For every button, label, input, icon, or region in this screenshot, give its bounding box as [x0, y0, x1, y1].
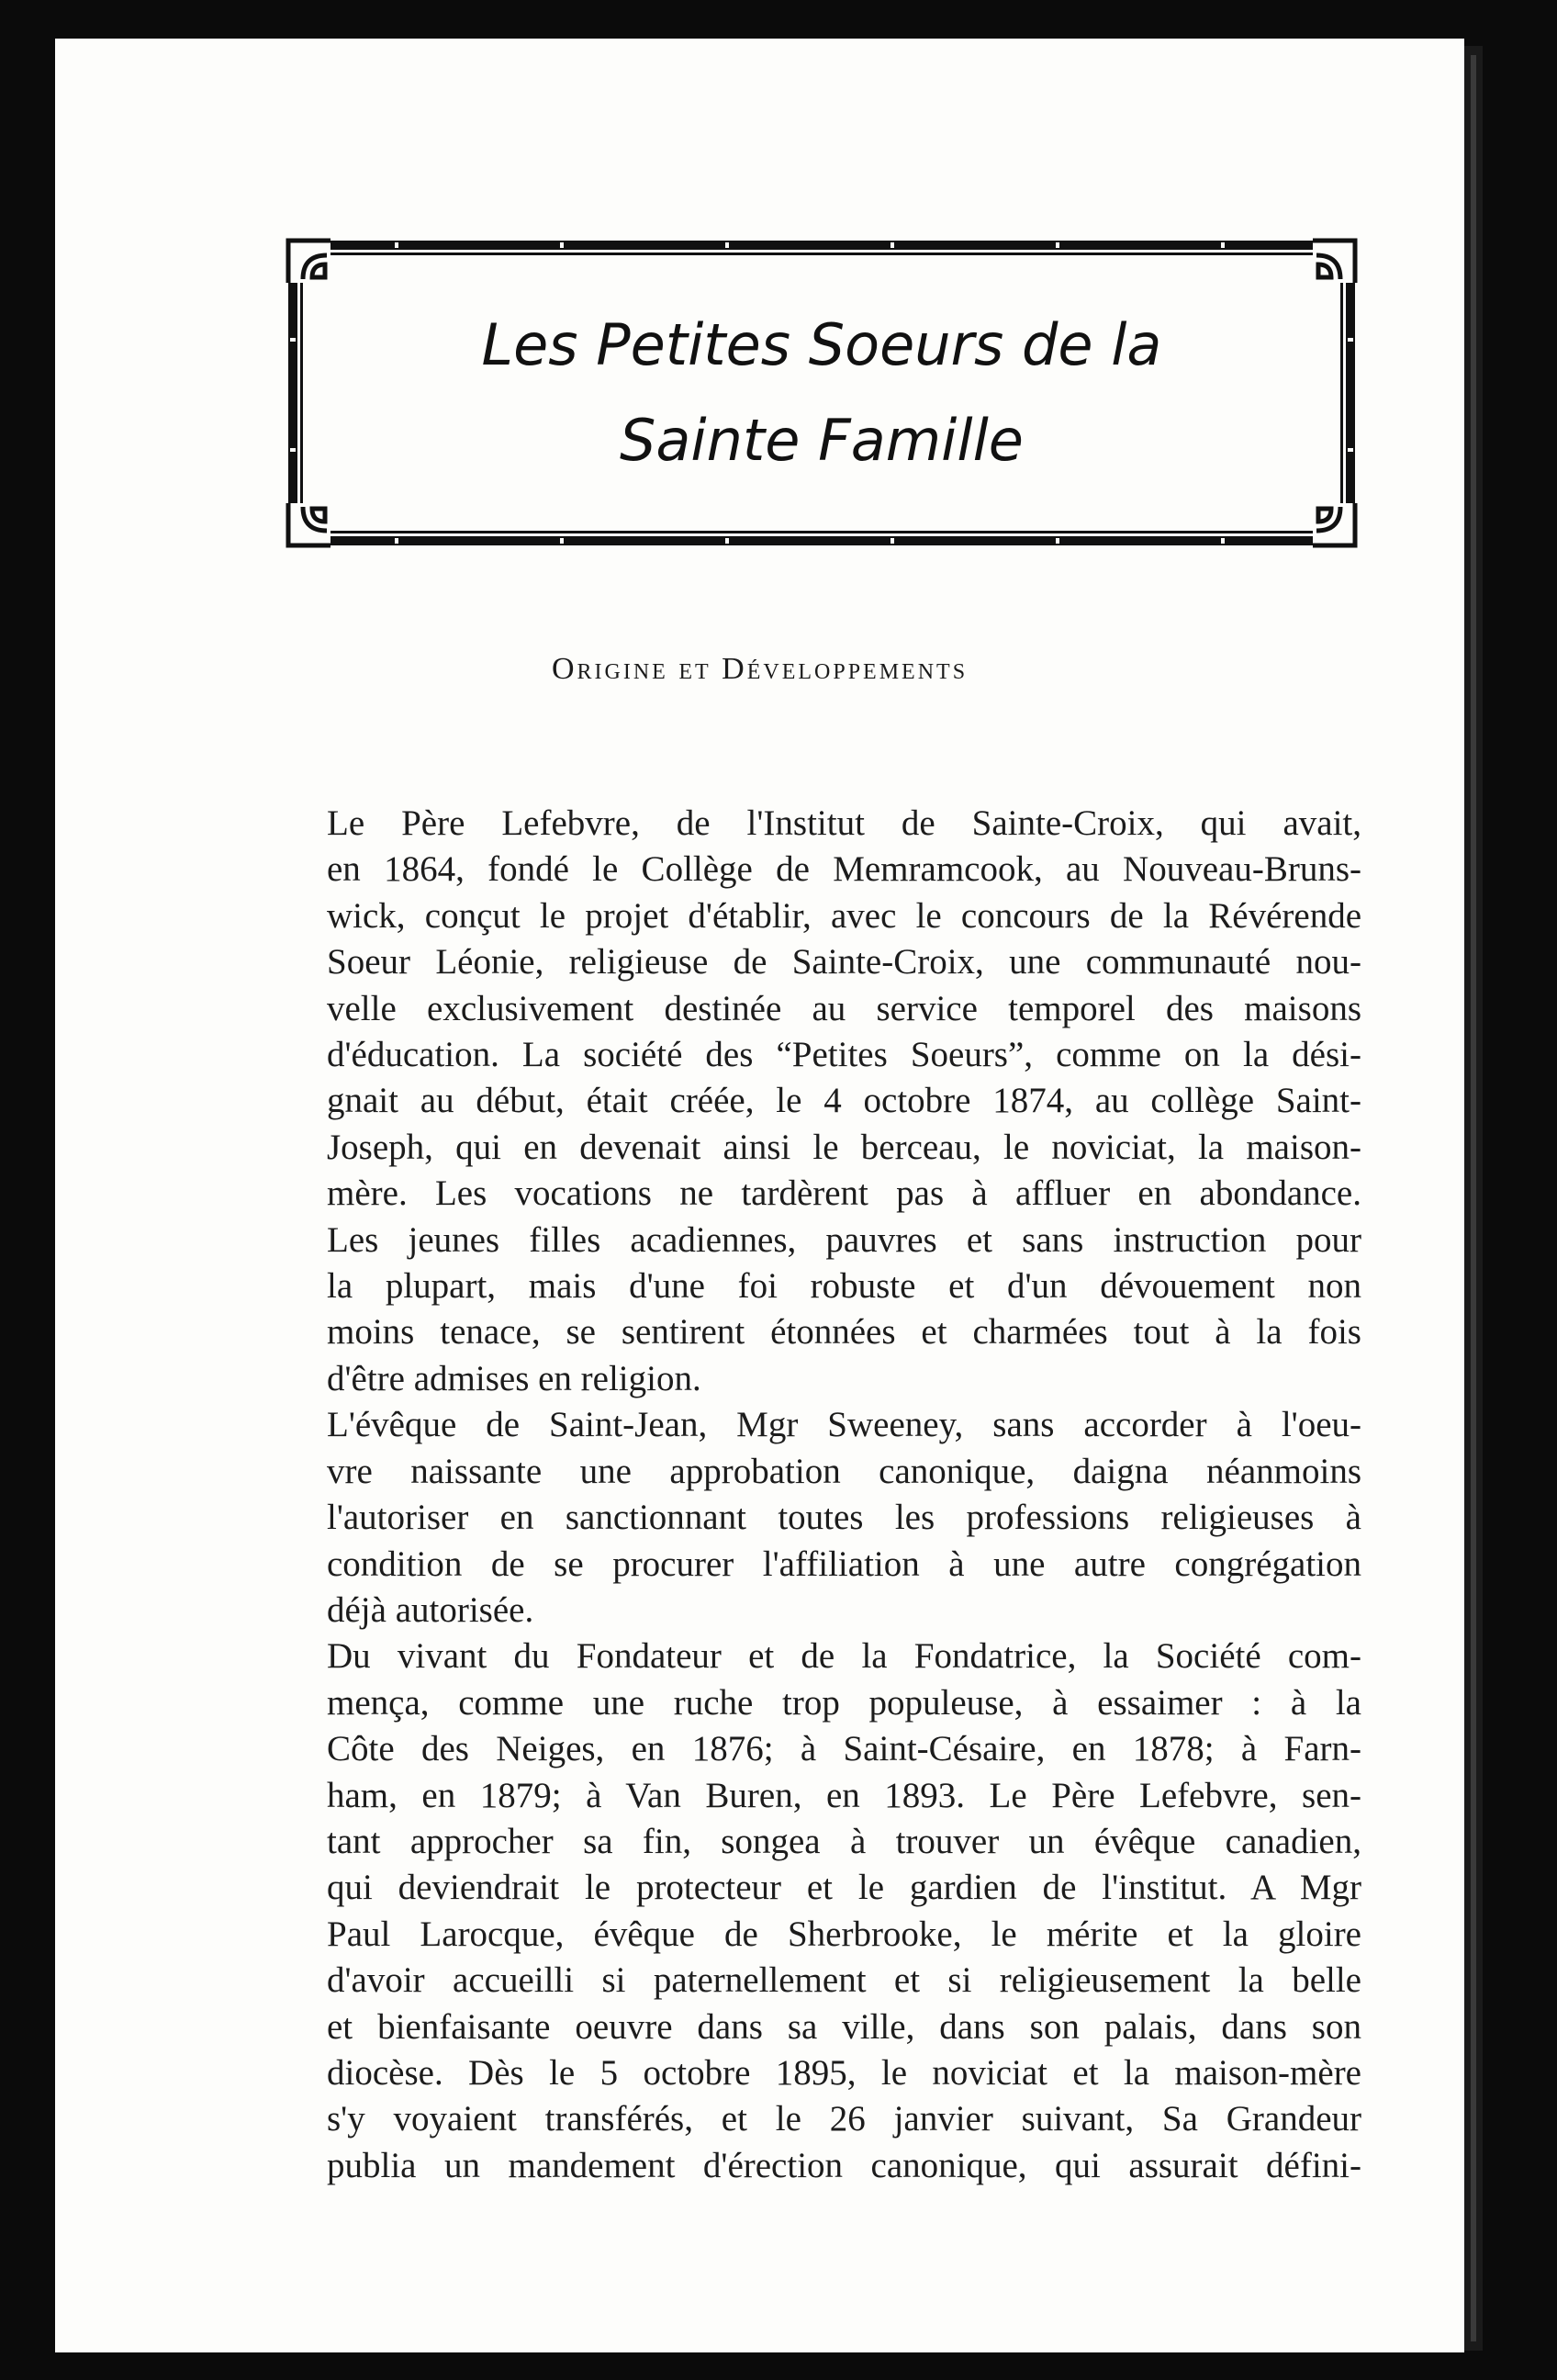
text-line: vre naissante une approbation canonique, daigna néanmoins [327, 1451, 1361, 1491]
text-line: d'éducation. La société des “Petites Soeurs”, comme on la dési- [327, 1035, 1361, 1075]
title-line-1: Les Petites Soeurs de la [481, 311, 1162, 378]
page-spine-line [1471, 55, 1476, 2341]
text-line: diocèse. Dès le 5 octobre 1895, le noviciat et la maison-mère [327, 2052, 1361, 2093]
text-line: mença, comme une ruche trop populeuse, à essaimer : à la [327, 1682, 1361, 1723]
text-line: d'avoir accueilli si paternellement et si religieusement la belle [327, 1960, 1361, 2001]
text-line: gnait au début, était créée, le 4 octobre 1874, au collège Saint- [327, 1081, 1361, 1121]
body-text [287, 801, 1361, 2189]
text-line: Les jeunes filles acadiennes, pauvres et sans instruction pour [327, 1219, 1361, 1260]
section-subtitle: Origine et Développements [551, 652, 969, 686]
title-line-2: Sainte Famille [620, 407, 1024, 474]
text-line: d'être admises en religion. [327, 1358, 701, 1398]
text-line: tant approcher sa fin, songea à trouver un évêque canadien, [327, 1821, 1361, 1861]
text-line: wick, conçut le projet d'établir, avec le concours de la Révérende [327, 895, 1361, 936]
text-line: la plupart, mais d'une foi robuste et d'un dévouement non [327, 1266, 1361, 1307]
text-line: Côte des Neiges, en 1876; à Saint-Césaire, en 1878; à Farn- [327, 1729, 1361, 1769]
text-line: en 1864, fondé le Collège de Memramcook, au Nouveau-Bruns- [327, 849, 1361, 890]
text-line: Du vivant du Fondateur et de la Fondatrice, la Société com- [327, 1636, 1361, 1677]
paragraph-2 [287, 1402, 1361, 1633]
text-line: l'autoriser en sanctionnant toutes les professions religieuses à [327, 1498, 1361, 1538]
text-line: Le Père Lefebvre, de l'Institut de Sainte-Croix, qui avait, [327, 803, 1361, 843]
text-line: publia un mandement d'érection canonique, qui assurait défini- [327, 2145, 1361, 2185]
text-line: qui deviendrait le protecteur et le gardien de l'institut. A Mgr [327, 1868, 1361, 1908]
text-line: Paul Larocque, évêque de Sherbrooke, le mérite et la gloire [327, 1914, 1361, 1954]
paragraph-3 [287, 1633, 1361, 2189]
text-line: L'évêque de Saint-Jean, Mgr Sweeney, sans accorder à l'oeu- [327, 1405, 1361, 1445]
text-line: ham, en 1879; à Van Buren, en 1893. Le Père Lefebvre, sen- [327, 1775, 1361, 1815]
book-page [55, 39, 1464, 2352]
text-line: condition de se procurer l'affiliation à une autre congrégation [327, 1544, 1361, 1584]
title-ornamental-frame [285, 237, 1359, 549]
text-line: velle exclusivement destinée au service temporel des maisons [327, 988, 1361, 1028]
text-line: Soeur Léonie, religieuse de Sainte-Croix, une communauté nou- [327, 942, 1361, 982]
text-line: s'y voyaient transférés, et le 26 janvier suivant, Sa Grandeur [327, 2099, 1361, 2139]
paragraph-1 [287, 801, 1361, 1402]
text-line: déjà autorisée. [327, 1589, 534, 1630]
text-line: mère. Les vocations ne tardèrent pas à affluer en abondance. [327, 1173, 1361, 1214]
text-line: moins tenace, se sentirent étonnées et charmées tout à la fois [327, 1312, 1361, 1353]
text-line: Joseph, qui en devenait ainsi le berceau, le noviciat, la maison- [327, 1127, 1361, 1167]
title-block [285, 237, 1359, 549]
text-line: et bienfaisante oeuvre dans sa ville, dans son palais, dans son [327, 2006, 1361, 2047]
